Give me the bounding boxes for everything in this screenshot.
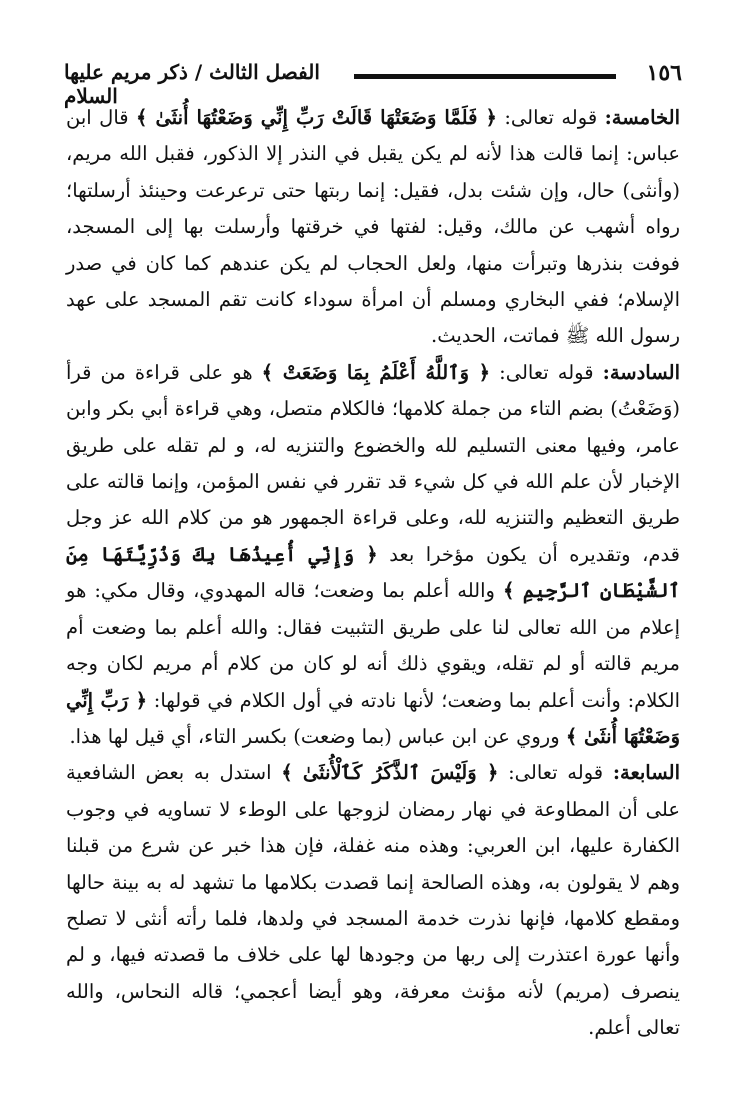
paragraph-text: وروي عن ابن عباس (بما وضعت) بكسر التاء، أي قيل لها هذا. [69,724,566,748]
chapter-title: الفصل الثالث / ذكر مريم عليها السلام [64,60,320,108]
paragraph-text: قوله تعالى: [496,106,605,129]
quran-verse: ﴿ وَإِنِّي أُعِيذُهَا بِكَ وَذُرِّيَّتَهَا مِنَ ٱلشَّيْطَانِ ٱلرَّجِيمِ ﴾ [66,542,681,603]
page-header [64,60,682,108]
paragraph-lead: السابعة: [612,761,680,785]
paragraph-seventh [66,755,680,1046]
quran-verse: ﴿ رَبِّ إِنِّي وَضَعْتُهَا أُنثَىٰ ﴾ [66,688,680,748]
paragraph-text: قوله تعالى: [498,761,613,785]
paragraph-fifth [66,100,680,355]
paragraph-text: هو على قراءة من قرأ (وَضَعْتُ) بضم التاء من جملة كلامها؛ فالكلام متصل، وهي قراءة أبي بكر وابن عامر، وفيها معنى التسليم لله والخضوع والتنزيه له، و لم تقله على طريق الإخبار لأن علم الله في كل شيء قد تقرر في نفس المؤمن، وإنما قالته على طريق التعظيم والتنزيه لله، وعلى قراءة الجمهور هو من كلام الله عز وجل قدم، وتقديره أن يكون مؤخرا بعد [66,360,680,566]
quran-verse: ﴿ فَلَمَّا وَضَعَتْهَا قَالَتْ رَبِّ إِنِّي وَضَعْتُهَا أُنثَىٰ ﴾ [136,106,497,129]
paragraph-text: استدل به بعض الشافعية على أن المطاوعة في نهار رمضان لزوجها على الوطء لا تساويه في وجوب الكفارة عليها، ابن العربي: وهذه منه غفلة، فإن هذا خبر عن شرع من قبلنا وهم لا يقولون به، وهذه الصالحة إنما قصدت بكلامها ما تشهد له به بينة حالها ومقطع كلامها، فإنها نذرت خدمة المسجد في ولدها، فلما رأته أنثى لا تصلح وأنها عورة اعتذرت إلى ربها من وجودها لها على خلاف ما قصدته فيها، و لم ينصرف (مريم) لأنه مؤنث معرفة، وهو أيضا أعجمي؛ قاله النحاس، والله تعالى أعلم. [66,761,680,1040]
header-rule [354,74,616,79]
paragraph-text: قال ابن عباس: إنما قالت هذا لأنه لم يكن يقبل في النذر إلا الذكور، فقبل الله مريم، (وأنثى) حال، وإن شئت بدل، فقيل: إنما ربتها حتى ترعرعت وحينئذ أرسلتها؛ رواه أشهب عن مالك، وقيل: لفتها في خرقتها وأرسلت بها إلى المسجد، فوفت بنذرها وتبرأت منها، ولعل الحجاب لم يكن عندهم كما كان في صدر الإسلام؛ ففي البخاري ومسلم أن امرأة سوداء كانت تقم المسجد على عهد رسول الله ﷺ فماتت، الحديث. [66,106,680,348]
quran-verse: ﴿ وَلَيْسَ ٱلذَّكَرُ كَٱلْأُنثَىٰ ﴾ [281,761,499,785]
page-number: ١٥٦ [646,60,682,86]
paragraph-lead: الخامسة: [604,106,680,129]
paragraph-text: والله أعلم بما وضعت؛ قاله المهدوي، وقال مكي: هو إعلام من الله تعالى لنا على طريق التثبيت فقال: والله أعلم بما وضعت أم مريم قالته أو لم تقله، ويقوي ذلك أنه لو كان من كلام أم مريم لكان وجه الكلام: وأنت أعلم بما وضعت؛ لأنها نادته في أول الكلام في قولها: [66,579,680,712]
paragraph-text: قوله تعالى: [490,360,603,384]
paragraph-sixth [66,355,680,755]
quran-verse: ﴿ وَٱللَّهُ أَعْلَمُ بِمَا وَضَعَتْ ﴾ [261,360,491,384]
paragraph-lead: السادسة: [602,360,680,384]
page-body [66,100,680,1047]
